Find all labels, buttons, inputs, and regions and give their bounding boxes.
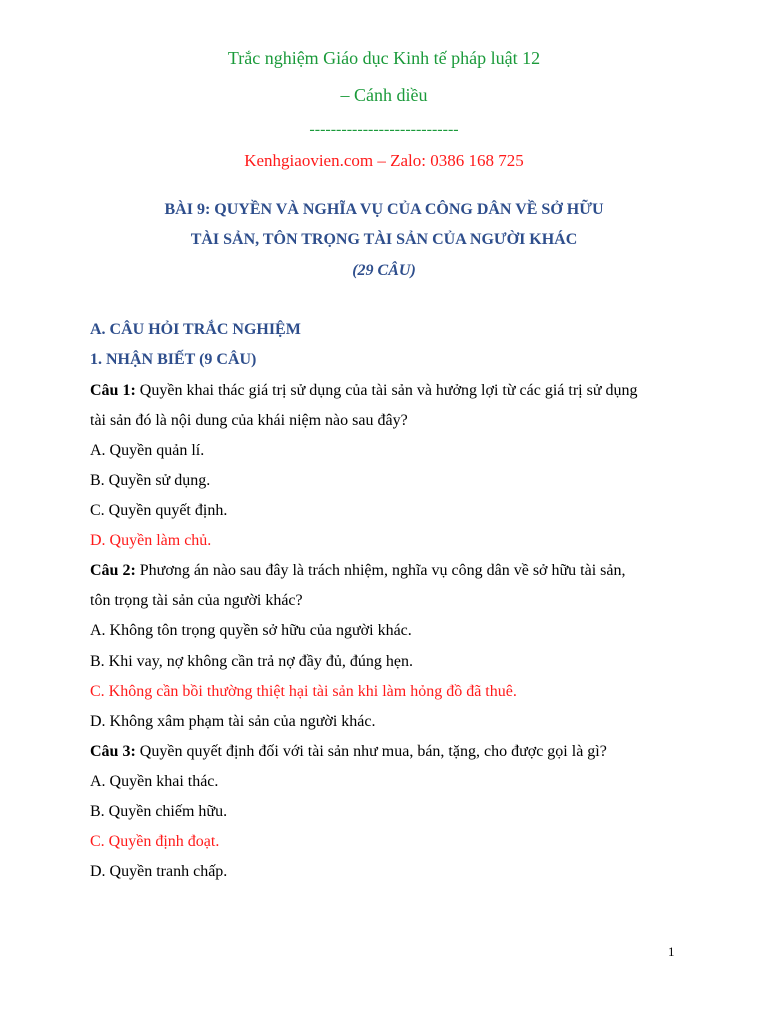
question-1-line1 (90, 381, 638, 401)
question-3-option-a: A. Quyền khai thác. (90, 773, 219, 790)
question-2-option-d: D. Không xâm phạm tài sản của người khác. (90, 713, 376, 730)
question-2-label: Câu 2: (90, 562, 136, 579)
doc-title-line2: – Cánh diều (340, 85, 428, 105)
lesson-question-count: (29 CÂU) (352, 262, 416, 279)
question-1-option-b: B. Quyền sử dụng. (90, 472, 211, 489)
question-2-option-c-correct: C. Không cần bồi thường thiệt hại tài sản khi làm hỏng đồ đã thuê. (90, 683, 517, 700)
question-1-option-d-correct: D. Quyền làm chủ. (90, 532, 212, 549)
question-1-option-a: A. Quyền quản lí. (90, 442, 205, 459)
page-number: 1 (668, 944, 675, 959)
question-3-option-d: D. Quyền tranh chấp. (90, 863, 228, 880)
question-3-option-c-correct: C. Quyền định đoạt. (90, 833, 220, 850)
section-heading-level1: 1. NHẬN BIẾT (9 CÂU) (90, 351, 257, 368)
question-1-text: Quyền khai thác giá trị sử dụng của tài sản và hưởng lợi từ các giá trị sử dụng (135, 382, 638, 399)
question-2-option-b: B. Khi vay, nợ không cần trả nợ đầy đủ, đúng hẹn. (90, 653, 413, 670)
question-2-line2: tôn trọng tài sản của người khác? (90, 592, 303, 609)
question-1-line2: tài sản đó là nội dung của khái niệm nào sau đây? (90, 412, 408, 429)
section-heading-a: A. CÂU HỎI TRẮC NGHIỆM (90, 321, 301, 338)
question-3-option-b: B. Quyền chiếm hữu. (90, 803, 228, 820)
question-1-option-c: C. Quyền quyết định. (90, 502, 228, 519)
question-3-text: Quyền quyết định đối với tài sản như mua, bán, tặng, cho được gọi là gì? (135, 743, 607, 760)
lesson-title-line2: TÀI SẢN, TÔN TRỌNG TÀI SẢN CỦA NGƯỜI KHÁC (190, 231, 578, 248)
question-2-option-a: A. Không tôn trọng quyền sở hữu của người khác. (90, 622, 412, 639)
lesson-title-line1: BÀI 9: QUYỀN VÀ NGHĨA VỤ CỦA CÔNG DÂN VỀ SỞ HỮU (164, 201, 604, 218)
title-divider: ---------------------------- (309, 121, 459, 138)
question-3-label: Câu 3: (90, 743, 136, 760)
question-2-text: Phương án nào sau đây là trách nhiệm, nghĩa vụ công dân về sở hữu tài sản, (135, 562, 626, 579)
doc-title-line1: Trắc nghiệm Giáo dục Kinh tế pháp luật 12 (227, 48, 541, 68)
question-1-label: Câu 1: (90, 382, 136, 399)
question-3-line1 (90, 742, 607, 762)
site-contact: Kenhgiaovien.com – Zalo: 0386 168 725 (244, 151, 524, 170)
question-2-line1 (90, 561, 626, 581)
